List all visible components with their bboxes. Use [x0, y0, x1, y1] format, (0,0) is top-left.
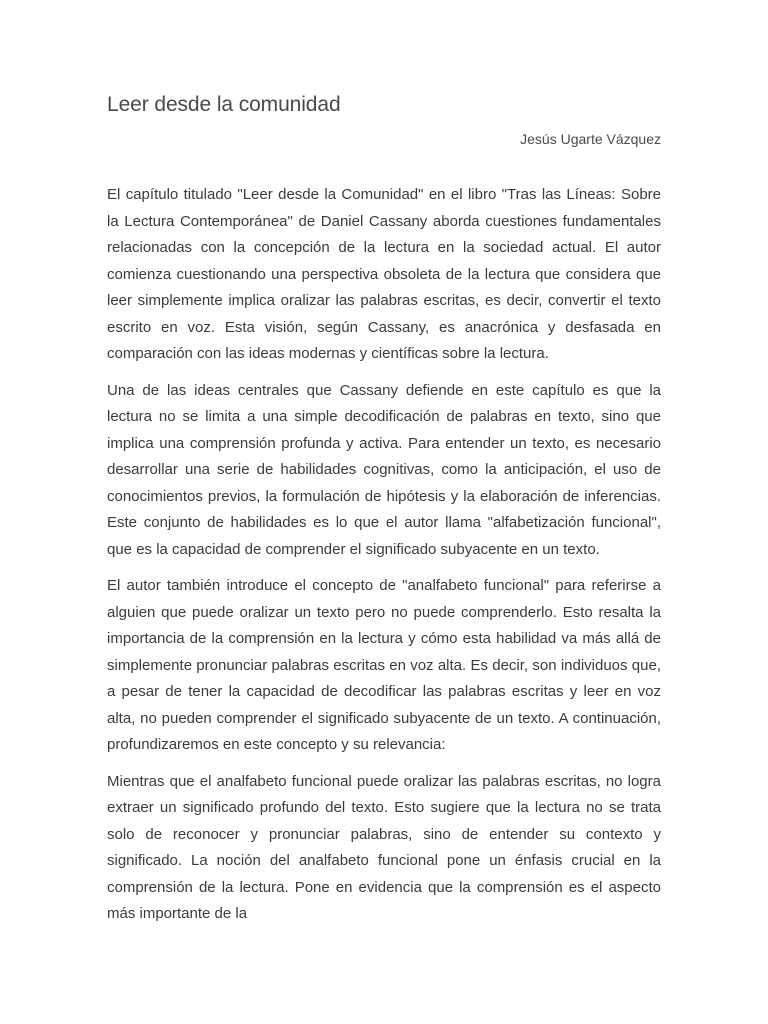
document-body [107, 182, 661, 928]
paragraph: El autor también introduce el concepto de "analfabeto funcional" para referirse a alguien que puede oralizar un texto pero no puede comprenderlo. Esto resalta la importancia de la comprensión en la lectura y cómo esta habilidad va más allá de simplemente pronunciar palabras escritas en voz alta. Es decir, son individuos que, a pesar de tener la capacidad de decodificar las palabras escritas y leer en voz alta, no pueden comprender el significado subyacente de un texto. A continuación, profundizaremos en este concepto y su relevancia: [107, 577, 661, 753]
paragraph: Mientras que el analfabeto funcional puede oralizar las palabras escritas, no logra extraer un significado profundo del texto. Esto sugiere que la lectura no se trata solo de reconocer y pronunciar palabras, sino de entender su contexto y significado. La noción del analfabeto funcional pone un énfasis crucial en la comprensión de la lectura. Pone en evidencia que la comprensión es el aspecto más importante de la [107, 772, 661, 922]
document-page [107, 92, 661, 938]
document-author: Jesús Ugarte Vázquez [520, 131, 661, 147]
paragraph: Una de las ideas centrales que Cassany defiende en este capítulo es que la lectura no se limita a una simple decodificación de palabras en texto, sino que implica una comprensión profunda y activa. Para entender un texto, es necesario desarrollar una serie de habilidades cognitivas, como la anticipación, el uso de conocimientos previos, la formulación de hipótesis y la elaboración de inferencias. Este conjunto de habilidades es lo que el autor llama "alfabetización funcional", que es la capacidad de comprender el significado subyacente en un texto. [107, 381, 661, 558]
document-title: Leer desde la comunidad [107, 93, 341, 116]
paragraph: El capítulo titulado "Leer desde la Comunidad" en el libro "Tras las Líneas: Sobre la Lectura Contemporánea" de Daniel Cassany aborda cuestiones fundamentales relacionadas con la concepción de la lectura en la sociedad actual. El autor comienza cuestionando una perspectiva obsoleta de la lectura que considera que leer simplemente implica oralizar las palabras escritas, es decir, convertir el texto escrito en voz. Esta visión, según Cassany, es anacrónica y desfasada en comparación con las ideas modernas y científicas sobre la lectura. [107, 186, 661, 362]
